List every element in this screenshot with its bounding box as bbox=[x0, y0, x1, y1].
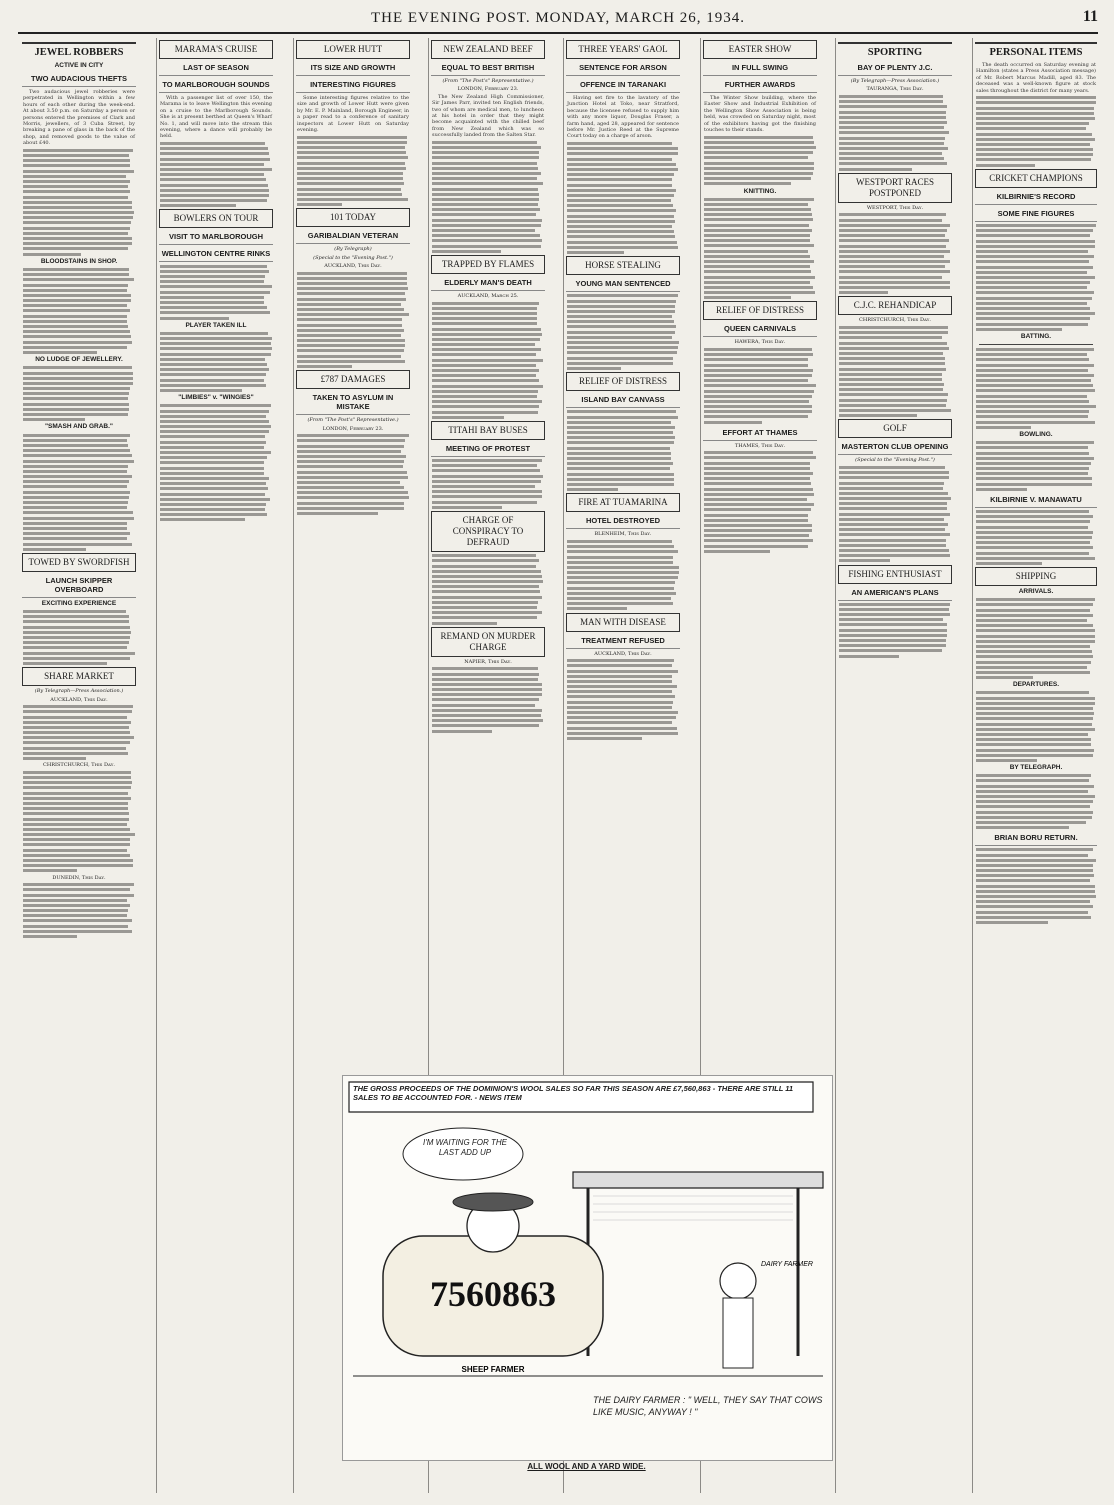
subhead-effort-thames: EFFORT AT THAMES bbox=[703, 428, 817, 441]
headline-relief-distress-5: RELIEF OF DISTRESS bbox=[566, 372, 680, 391]
column-7 bbox=[835, 38, 954, 1493]
subhead-arrivals: ARRIVALS. bbox=[1018, 588, 1054, 596]
subhead-player-taken-ill: PLAYER TAKEN ILL bbox=[185, 321, 247, 329]
subhead-masterton-club: MASTERTON CLUB OPENING bbox=[838, 442, 952, 455]
illegible-body-text bbox=[160, 265, 272, 320]
dateline-london-4: LONDON, February 23. bbox=[457, 86, 519, 93]
subhead-active-in-city: ACTIVE IN CITY bbox=[54, 62, 104, 69]
illegible-body-text bbox=[432, 302, 544, 419]
subhead-interesting-figures: INTERESTING FIGURES bbox=[296, 80, 410, 93]
subhead-young-man: YOUNG MAN SENTENCED bbox=[566, 279, 680, 292]
subhead-no-ludge: NO LUDGE OF JEWELLERY. bbox=[35, 356, 123, 364]
subhead-american-plans: AN AMERICAN'S PLANS bbox=[838, 588, 952, 601]
headline-fishing-enthusiast: FISHING ENTHUSIAST bbox=[838, 565, 952, 584]
subhead-marlborough-sounds: TO MARLBOROUGH SOUNDS bbox=[159, 80, 273, 93]
dateline-auckland-3: AUCKLAND, This Day. bbox=[324, 263, 382, 270]
table-rule bbox=[979, 344, 1093, 345]
headline-horse-stealing: HORSE STEALING bbox=[566, 256, 680, 275]
dateline-dunedin: DUNEDIN, This Day. bbox=[52, 874, 106, 881]
dateline-blenheim: BLENHEIM, This Day. bbox=[594, 531, 652, 538]
illegible-body-text bbox=[839, 466, 951, 562]
dateline-auckland-5: AUCKLAND, This Day. bbox=[594, 650, 652, 657]
dateline-christchurch-7: CHRISTCHURCH, This Day. bbox=[859, 317, 931, 324]
illegible-body-text bbox=[839, 603, 951, 658]
credit-line: (By Telegraph—Press Association.) bbox=[34, 688, 124, 695]
illegible-body-text bbox=[704, 451, 816, 553]
headline-towed-by-swordfish: TOWED BY SWORDFISH bbox=[22, 553, 136, 572]
credit-posts-rep: (From "The Post's" Representative.) bbox=[307, 417, 399, 424]
subhead-exciting-experience: EXCITING EXPERIENCE bbox=[41, 599, 117, 607]
credit-telegraph: (By Telegraph) bbox=[334, 246, 372, 253]
illegible-body-text bbox=[23, 610, 135, 665]
headline-golf: GOLF bbox=[838, 419, 952, 438]
headline-bowlers-on-tour: BOWLERS ON TOUR bbox=[159, 209, 273, 228]
subhead-fine-figures: SOME FINE FIGURES bbox=[975, 209, 1097, 222]
illegible-body-text bbox=[23, 883, 135, 938]
illegible-body-text bbox=[297, 434, 409, 515]
headline-fire-tuamarina: FIRE AT TUAMARINA bbox=[566, 493, 680, 512]
article-lead-beef: The New Zealand High Commissioner, Sir James Parr, invited ten English friends, two of whom are medical men, to luncheon at his hotel in order that they might become acquainted with the chilled beef from New Zealand which was so successfully landed from the Salten Star. bbox=[432, 93, 544, 139]
illegible-body-text bbox=[839, 213, 951, 294]
subhead-garibaldian: GARIBALDIAN VETERAN bbox=[296, 231, 410, 244]
subhead-protest: MEETING OF PROTEST bbox=[431, 444, 545, 457]
bale-number: 7560863 bbox=[430, 1274, 556, 1314]
illegible-body-text bbox=[23, 149, 135, 256]
headline-man-disease: MAN WITH DISEASE bbox=[566, 613, 680, 632]
subhead-knitting: KNITTING. bbox=[743, 187, 777, 195]
dateline-auckland-4: AUCKLAND, March 25. bbox=[457, 292, 519, 299]
subhead-bay-of-plenty: BAY OF PLENTY J.C. bbox=[838, 63, 952, 76]
subhead-batting: BATTING. bbox=[1020, 332, 1052, 340]
headline-personal-items: PERSONAL ITEMS bbox=[975, 42, 1097, 59]
shed-roof bbox=[573, 1172, 823, 1188]
illegible-body-text bbox=[23, 434, 135, 551]
illegible-body-text bbox=[976, 510, 1096, 565]
cartoon-drawing bbox=[343, 1076, 832, 1460]
dateline-napier: NAPIER, This Day. bbox=[464, 658, 512, 665]
dateline-christchurch: CHRISTCHURCH, This Day. bbox=[43, 762, 115, 769]
subhead-last-of-season: LAST OF SEASON bbox=[159, 63, 273, 76]
subhead-hotel-destroyed: HOTEL DESTROYED bbox=[566, 516, 680, 529]
illegible-body-text bbox=[567, 294, 679, 370]
illegible-body-text bbox=[704, 136, 816, 186]
headline-787-damages: £787 DAMAGES bbox=[296, 370, 410, 389]
illegible-body-text bbox=[976, 348, 1096, 429]
subhead-centre-rinks: WELLINGTON CENTRE RINKS bbox=[159, 249, 273, 262]
subhead-visit-marlborough: VISIT TO MARLBOROUGH bbox=[159, 232, 273, 245]
column-2 bbox=[156, 38, 275, 1493]
subhead-by-telegraph: BY TELEGRAPH. bbox=[1009, 764, 1063, 772]
subhead-kilbirnie-record: KILBIRNIE'S RECORD bbox=[975, 192, 1097, 205]
headline-conspiracy: CHARGE OF CONSPIRACY TO DEFRAUD bbox=[431, 511, 545, 552]
headline-shipping: SHIPPING bbox=[975, 567, 1097, 586]
article-lead-marama: With a passenger list of over 150, the Marama is to leave Wellington this evening on a cruise to the Marlborough Sounds. She is at present berthed at Queen's Wharf No. 1, and will move into the stream this evening, where a dance will probably be held. bbox=[160, 95, 272, 140]
dateline-thames: THAMES, This Day. bbox=[734, 442, 786, 449]
illegible-body-text bbox=[23, 366, 135, 421]
cartoon-banner-text: THE GROSS PROCEEDS OF THE DOMINION'S WOOL SALES SO FAR THIS SEASON ARE £7,560,863 - THERE ARE STILL 11 SALES TO BE ACCOUNTED FOR. - NEWS ITEM bbox=[353, 1084, 794, 1102]
illegible-body-text bbox=[160, 332, 272, 392]
subhead-island-bay: ISLAND BAY CANVASS bbox=[566, 395, 680, 408]
subhead-taranaki: OFFENCE IN TARANAKI bbox=[566, 80, 680, 93]
illegible-body-text bbox=[839, 95, 951, 171]
headline-three-years-gaol: THREE YEARS' GAOL bbox=[566, 40, 680, 59]
illegible-body-text bbox=[976, 441, 1096, 491]
headline-murder-remand: REMAND ON MURDER CHARGE bbox=[431, 627, 545, 657]
article-lead-arson: Having set fire to the lavatory of the Junction Hotel at Toko, near Stratford, because the licensee refused to supply him with any more liquor, Douglas Fraser, a farm hand, aged 28, appeared for sentence before Mr. Justice Reed at the Supreme Court today on a charge of arson. bbox=[567, 95, 679, 140]
illegible-body-text bbox=[23, 771, 135, 873]
headline-cricket-champions: CRICKET CHAMPIONS bbox=[975, 169, 1097, 188]
illegible-body-text bbox=[23, 705, 135, 760]
dateline-tauranga: TAURANGA, This Day. bbox=[866, 86, 924, 93]
dairy-farmer-body bbox=[723, 1298, 753, 1368]
column-8 bbox=[972, 38, 1099, 1493]
illegible-body-text bbox=[432, 667, 544, 732]
sheep-farmer-label: SHEEP FARMER bbox=[461, 1365, 525, 1374]
illegible-body-text bbox=[976, 224, 1096, 331]
illegible-body-text bbox=[432, 141, 544, 253]
illegible-body-text bbox=[160, 142, 272, 207]
illegible-body-text bbox=[976, 848, 1096, 924]
illegible-body-text bbox=[839, 326, 951, 417]
editorial-cartoon bbox=[342, 1075, 833, 1461]
illegible-body-text bbox=[976, 691, 1096, 761]
credit-telegraph-7: (By Telegraph—Press Association.) bbox=[850, 78, 940, 84]
subhead-launch-skipper: LAUNCH SKIPPER OVERBOARD bbox=[22, 576, 136, 598]
headline-titahi-bay: TITAHI BAY BUSES bbox=[431, 421, 545, 440]
headline-westport-races: WESTPORT RACES POSTPONED bbox=[838, 173, 952, 203]
subhead-equal-british: EQUAL TO BEST BRITISH bbox=[431, 63, 545, 76]
dateline-hawera: HAWERA, This Day. bbox=[734, 339, 786, 346]
cartoon-speech-text: I'M WAITING FOR THE LAST ADD UP bbox=[422, 1138, 508, 1157]
subhead-treatment-refused: TREATMENT REFUSED bbox=[566, 636, 680, 649]
dairy-farmer-head bbox=[720, 1263, 756, 1299]
illegible-body-text bbox=[432, 459, 544, 509]
subhead-brian-boru: BRIAN BORU RETURN. bbox=[975, 833, 1097, 846]
article-lead-easter: The Winter Show building, where the Easter Show and Industrial Exhibition of the Wellington Show Association is being held, was crowded on Saturday night, most of the exhibitors having got the finishing touches to their stands. bbox=[704, 95, 816, 134]
headline-trapped-flames: TRAPPED BY FLAMES bbox=[431, 255, 545, 274]
subhead-limbies-wingies: "LIMBIES" v. "WINGIES" bbox=[178, 394, 254, 402]
illegible-body-text bbox=[704, 348, 816, 424]
dateline-auckland: AUCKLAND, This Day. bbox=[50, 696, 108, 703]
illegible-body-text bbox=[432, 554, 544, 624]
newspaper-title: THE EVENING POST. MONDAY, MARCH 26, 1934. bbox=[370, 10, 746, 26]
article-lead-personal: The death occurred on Saturday evening at Hamilton (states a Press Association message) of Mr. Robert Marcus Madill, aged 83. The deceased was a well-known figure at stock sales throughout the district for many years. bbox=[976, 62, 1096, 94]
credit-special: (Special to the "Evening Post.") bbox=[313, 254, 393, 261]
subhead-asylum-mistake: TAKEN TO ASYLUM IN MISTAKE bbox=[296, 393, 410, 415]
page-number: 11 bbox=[1082, 8, 1098, 25]
headline-nz-beef: NEW ZEALAND BEEF bbox=[431, 40, 545, 59]
headline-101-today: 101 TODAY bbox=[296, 208, 410, 227]
subhead-size-growth: ITS SIZE AND GROWTH bbox=[296, 63, 410, 76]
cartoon-caption: ALL WOOL AND A YARD WIDE. bbox=[527, 1462, 646, 1471]
illegible-body-text bbox=[567, 540, 679, 610]
illegible-body-text bbox=[976, 774, 1096, 829]
headline-maramas-cruise: MARAMA'S CRUISE bbox=[159, 40, 273, 59]
subhead-bloodstains: BLOODSTAINS IN SHOP. bbox=[40, 257, 118, 265]
illegible-body-text bbox=[23, 268, 135, 354]
headline-share-market: SHARE MARKET bbox=[22, 667, 136, 686]
subhead-bowling: BOWLING. bbox=[1019, 430, 1053, 438]
sheep-farmer-hat bbox=[453, 1193, 533, 1211]
cartoon-quote: THE DAIRY FARMER : " WELL, THEY SAY THAT COWS LIKE MUSIC, ANYWAY ! " bbox=[593, 1395, 823, 1417]
credit-posts-rep-4: (From "The Post's" Representative.) bbox=[442, 78, 534, 84]
credit-special-7: (Special to the "Evening Post.") bbox=[855, 457, 935, 464]
illegible-body-text bbox=[297, 272, 409, 368]
subhead-full-swing: IN FULL SWING bbox=[703, 63, 817, 76]
dateline-london-3: LONDON, February 23. bbox=[322, 425, 384, 432]
illegible-body-text bbox=[976, 96, 1096, 166]
subhead-elderly-death: ELDERLY MAN'S DEATH bbox=[431, 278, 545, 291]
illegible-body-text bbox=[160, 404, 272, 521]
illegible-body-text bbox=[567, 410, 679, 491]
headline-lower-hutt: LOWER HUTT bbox=[296, 40, 410, 59]
subhead-two-thefts: TWO AUDACIOUS THEFTS bbox=[22, 74, 136, 87]
subhead-smash-grab: "SMASH AND GRAB." bbox=[44, 423, 114, 431]
illegible-body-text bbox=[704, 198, 816, 300]
dairy-farmer-label: DAIRY FARMER bbox=[761, 1261, 813, 1268]
headline-relief-distress-6: RELIEF OF DISTRESS bbox=[703, 301, 817, 320]
headline-cjc-rehandicap: C.J.C. REHANDICAP bbox=[838, 296, 952, 315]
subhead-further-awards: FURTHER AWARDS bbox=[703, 80, 817, 93]
column-1 bbox=[20, 38, 138, 1493]
headline-jewel-robbers: JEWEL ROBBERS bbox=[22, 42, 136, 59]
subhead-queen-carnivals: QUEEN CARNIVALS bbox=[703, 324, 817, 337]
illegible-body-text bbox=[976, 598, 1096, 679]
illegible-body-text bbox=[297, 136, 409, 206]
article-lead-lower-hutt: Some interesting figures relative to the size and growth of Lower Hutt were given by Mr. E. P. Mainland, Borough Engineer, in a paper read to a conference of sanitary inspectors at Lower Hutt on Saturday evening. bbox=[297, 95, 409, 134]
article-lead-jewel: Two audacious jewel robberies were perpetrated in Wellington within a few hours of each other during the week-end. At about 3.50 p.m. on Saturday a person or persons entered the premises of Clark and Morris, jewellers, of 3 Cuba Street, by breaking a pane of glass in the back of the shop, and removed goods to the value of about £40. bbox=[23, 89, 135, 147]
subhead-departures: DEPARTURES. bbox=[1012, 681, 1060, 689]
headline-sporting: SPORTING bbox=[838, 42, 952, 59]
masthead bbox=[18, 6, 1098, 34]
illegible-body-text bbox=[567, 142, 679, 254]
dateline-westport: WESTPORT, This Day. bbox=[866, 204, 924, 211]
subhead-kilbirnie-manawatu: KILBIRNIE V. MANAWATU bbox=[975, 495, 1097, 508]
subhead-arson: SENTENCE FOR ARSON bbox=[566, 63, 680, 76]
headline-easter-show: EASTER SHOW bbox=[703, 40, 817, 59]
illegible-body-text bbox=[567, 659, 679, 740]
